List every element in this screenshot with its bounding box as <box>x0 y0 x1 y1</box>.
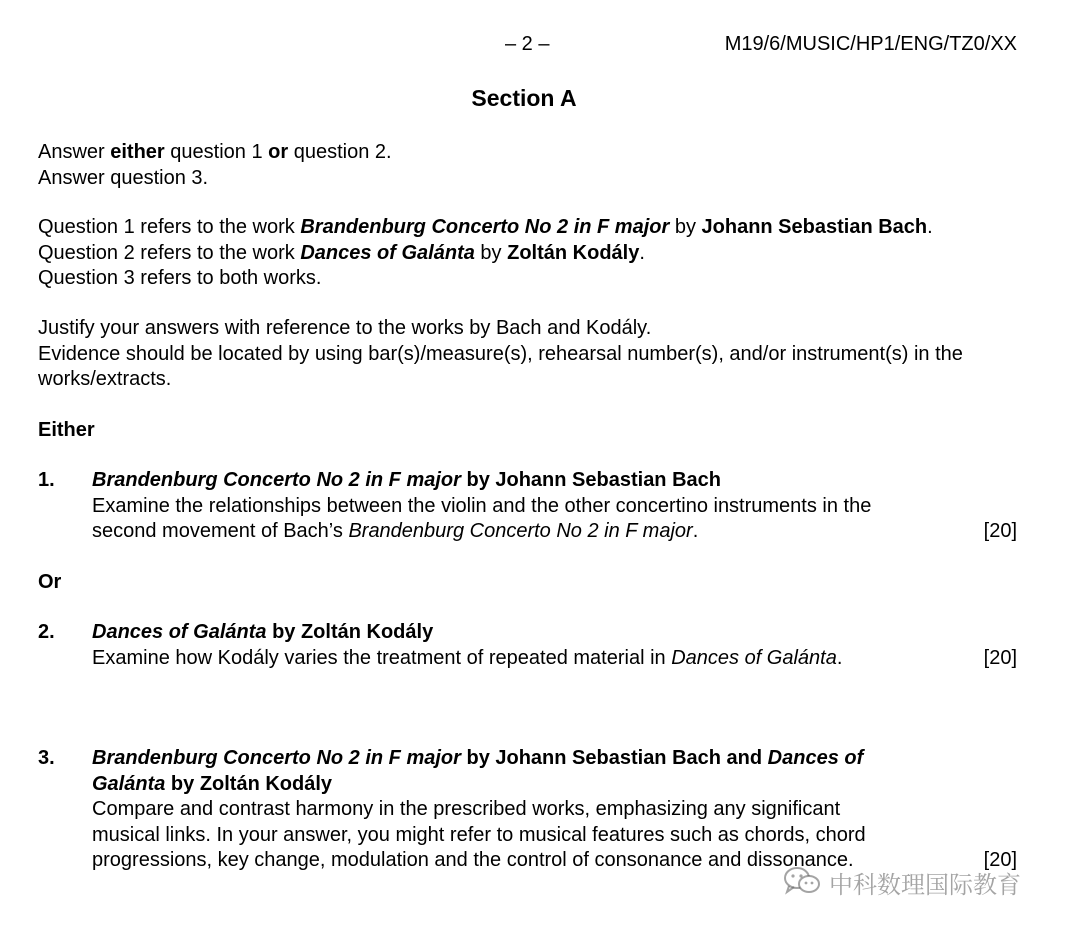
question-3-number: 3. <box>38 747 55 769</box>
question-1-number: 1. <box>38 469 55 491</box>
question-3-text-line-2: musical links. In your answer, you might refer to musical features such as chords, chord <box>92 823 866 846</box>
question-3-text-line-1: Compare and contrast harmony in the prescribed works, emphasizing any significant <box>92 798 841 820</box>
page-number: – 2 – <box>505 33 550 55</box>
justify-instructions <box>38 316 963 393</box>
question-1 <box>92 468 871 545</box>
question-3-title-line-1: Brandenburg Concerto No 2 in F major by Johann Sebastian Bach and Dances of <box>92 747 864 769</box>
question-3-marks: [20] <box>983 849 1017 871</box>
question-1-text-line-1: Examine the relationships between the violin and the other concertino instruments in the <box>92 494 872 517</box>
justify-line-2: Evidence should be located by using bar(s)/measure(s), rehearsal number(s), and/or instrument(s) in the <box>38 342 963 365</box>
question-3-text-line-3: progressions, key change, modulation and the control of consonance and dissonance. <box>92 849 854 871</box>
reference-q1: Question 1 refers to the work Brandenburg Concerto No 2 in F major by Johann Sebastian Bach. <box>38 216 933 238</box>
question-2-number: 2. <box>38 621 55 643</box>
question-3-title-line-2: Galánta by Zoltán Kodály <box>92 772 333 795</box>
question-2 <box>92 620 842 671</box>
reference-q3: Question 3 refers to both works. <box>38 267 322 289</box>
question-2-marks: [20] <box>983 647 1017 669</box>
justify-line-1: Justify your answers with reference to the works by Bach and Kodály. <box>38 317 652 339</box>
watermark-text: 中科数理国际教育 <box>829 870 1021 899</box>
question-3 <box>92 746 866 874</box>
question-1-text-line-2: second movement of Bach’s Brandenburg Concerto No 2 in F major. <box>92 520 699 542</box>
instruction-line-2: Answer question 3. <box>38 166 209 189</box>
section-title: Section A <box>471 85 577 111</box>
question-1-marks: [20] <box>983 520 1017 542</box>
watermark <box>783 866 1021 904</box>
question-2-title: Dances of Galánta by Zoltán Kodály <box>92 621 434 643</box>
justify-line-3: works/extracts. <box>38 368 172 390</box>
question-2-text-line-1: Examine how Kodály varies the treatment of repeated material in Dances of Galánta. <box>92 646 843 669</box>
instruction-line-1: Answer either question 1 or question 2. <box>38 141 392 163</box>
reference-q2: Question 2 refers to the work Dances of Galánta by Zoltán Kodály. <box>38 241 645 264</box>
paper-code: M19/6/MUSIC/HP1/ENG/TZ0/XX <box>724 33 1017 55</box>
or-label: Or <box>38 571 62 593</box>
either-label: Either <box>38 419 95 441</box>
work-references <box>38 215 933 292</box>
wechat-icon <box>783 866 821 904</box>
question-1-title: Brandenburg Concerto No 2 in F major by Johann Sebastian Bach <box>92 469 721 491</box>
instructions <box>38 140 392 191</box>
